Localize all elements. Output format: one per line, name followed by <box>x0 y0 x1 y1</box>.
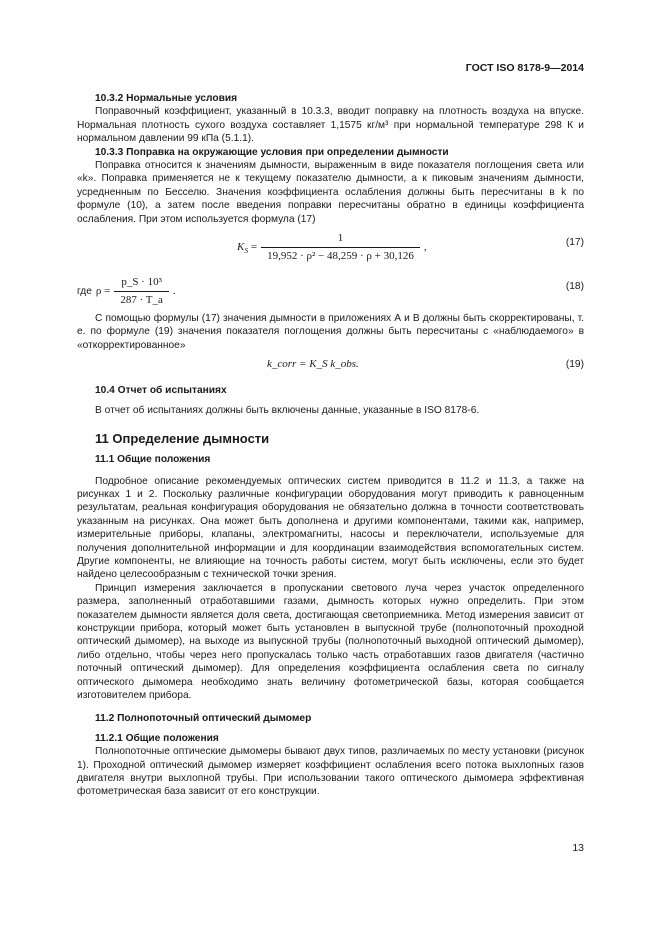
section-10-3-3-title: 10.3.3 Поправка на окружающие условия при определении дымности <box>95 146 449 158</box>
formula-18-lhs: ρ = <box>95 285 111 298</box>
standard-header: ГОСТ ISO 8178-9—2014 <box>465 62 584 74</box>
formula-17-number: (17) <box>565 237 584 249</box>
section-10-3-2-text: Поправочный коэффициент, указанный в 10.3.3, вводит поправку на плотность воздуха на впуске. Нормальная плотность сухого воздуха составляет 1,1575 кг/м³ при нормальной температуре 298 К и нормальном давлении 99 кПа (5.1.1). <box>77 106 584 145</box>
formula-17-lhs: $K_S$ = <box>237 241 258 256</box>
section-10-4-title: 10.4 Отчет об испытаниях <box>95 385 227 397</box>
section-11-1-para-1: Подробное описание рекомендуемых оптических систем приводится в 11.2 и 11.3, а также на рисунках 1 и 2. Поскольку различные конфигурации оборудования могут приводить к равноценным результатам, реальная конфигурация оборудования не обязательно должна в точности соответствовать указанным на рисунках. Она может быть дополнена и другими компонентами, такими как, например, измерительные приборы, клапаны, электромагниты, насосы и переключатели, используемые для получения дополнительной информации и для координации взаимодействия вспомогательных систем. Другие компоненты, не влияющие на точность работы систем, могут быть исключены, если это будет найдено целесообразным с технической точки зрения. <box>77 475 584 581</box>
formula-18 <box>77 272 584 312</box>
formula-18-number: (18) <box>565 281 584 293</box>
formula-19-number: (19) <box>565 359 584 371</box>
formula-19-intro: С помощью формулы (17) значения дымности в приложениях А и В должны быть скорректированы, т. е. по формуле (19) значения показателя поглощения должны быть пересчитаны с «наблюдаемого» в «откорректированное» <box>77 313 584 351</box>
page-number: 13 <box>572 842 584 854</box>
section-11-1-para-2: Принцип измерения заключается в пропускании светового луча через участок определенного размера, заполненный отработавшими газами, дымность которых нужно определить. При этом показателем дымности является доля света, достигающая светоприемника. Метод измерения зависит от конструкции прибора, который может быть установлен в выпускной трубе (полнопоточный проходной оптический дымомер), на выходе из выпускной трубы (полнопоточный выходной оптический дымомер), либо отдельно, чтобы через него пропускалась только часть отработавших газов двигателя (частично поточный оптический дымомер). Для определения коэффициента ослабления света по сигналу оптического дымомера необходимо знать величину фотометрической базы, которая сообщается изготовителем прибора. <box>77 582 584 701</box>
formula-18-tail: . <box>172 285 176 298</box>
formula-18-prefix: где <box>77 286 92 298</box>
formula-18-numerator: p_S · 10³ <box>121 276 162 289</box>
page-content <box>77 92 584 799</box>
formula-17-tail: , <box>423 241 427 254</box>
formula-17-denominator: 19,952 · ρ² − 48,259 · ρ + 30,126 <box>261 247 420 263</box>
section-10-3-2-title: 10.3.2 Нормальные условия <box>95 93 238 104</box>
section-11-2-title: 11.2 Полнопоточный оптический дымомер <box>95 713 312 725</box>
formula-19 <box>77 352 584 378</box>
section-11-1-title: 11.1 Общие положения <box>95 454 211 466</box>
section-10-4-text: В отчет об испытаниях должны быть включены данные, указанные в ISO 8178-6. <box>95 404 480 416</box>
section-11-2-1-title: 11.2.1 Общие положения <box>95 732 219 744</box>
section-11-2-1-text: Полнопоточные оптические дымомеры бывают двух типов, различаемых по месту установки (рисунок 1). Проходной оптический дымомер измеряет коэффициент ослабления всего потока выхлопных газов двигателя внутри выхлопной трубы. При использовании такого оптического дымомера эффективная фотометрическая база зависит от его конструкции. <box>77 746 584 798</box>
formula-19-expression: k_corr = K_S k_obs. <box>267 358 359 371</box>
section-11-title: 11 Определение дымности <box>95 431 270 447</box>
formula-18-denominator: 287 · T_a <box>114 291 169 307</box>
section-10-3-3-text: Поправка относится к значениям дымности, выраженным в виде показателя поглощения света или «k». Поправка применяется не к текущему показателю дымности, а к пиковым значениям дымности, усредненным по Бесселю. Значения коэффициента ослабления должны быть пересчитаны в k по формуле (10), а затем после введения поправки пересчитаны обратно в единицы коэффициента ослабления. При этом используется формула (17) <box>77 160 584 225</box>
formula-17 <box>77 226 584 272</box>
formula-17-numerator: 1 <box>337 232 344 245</box>
